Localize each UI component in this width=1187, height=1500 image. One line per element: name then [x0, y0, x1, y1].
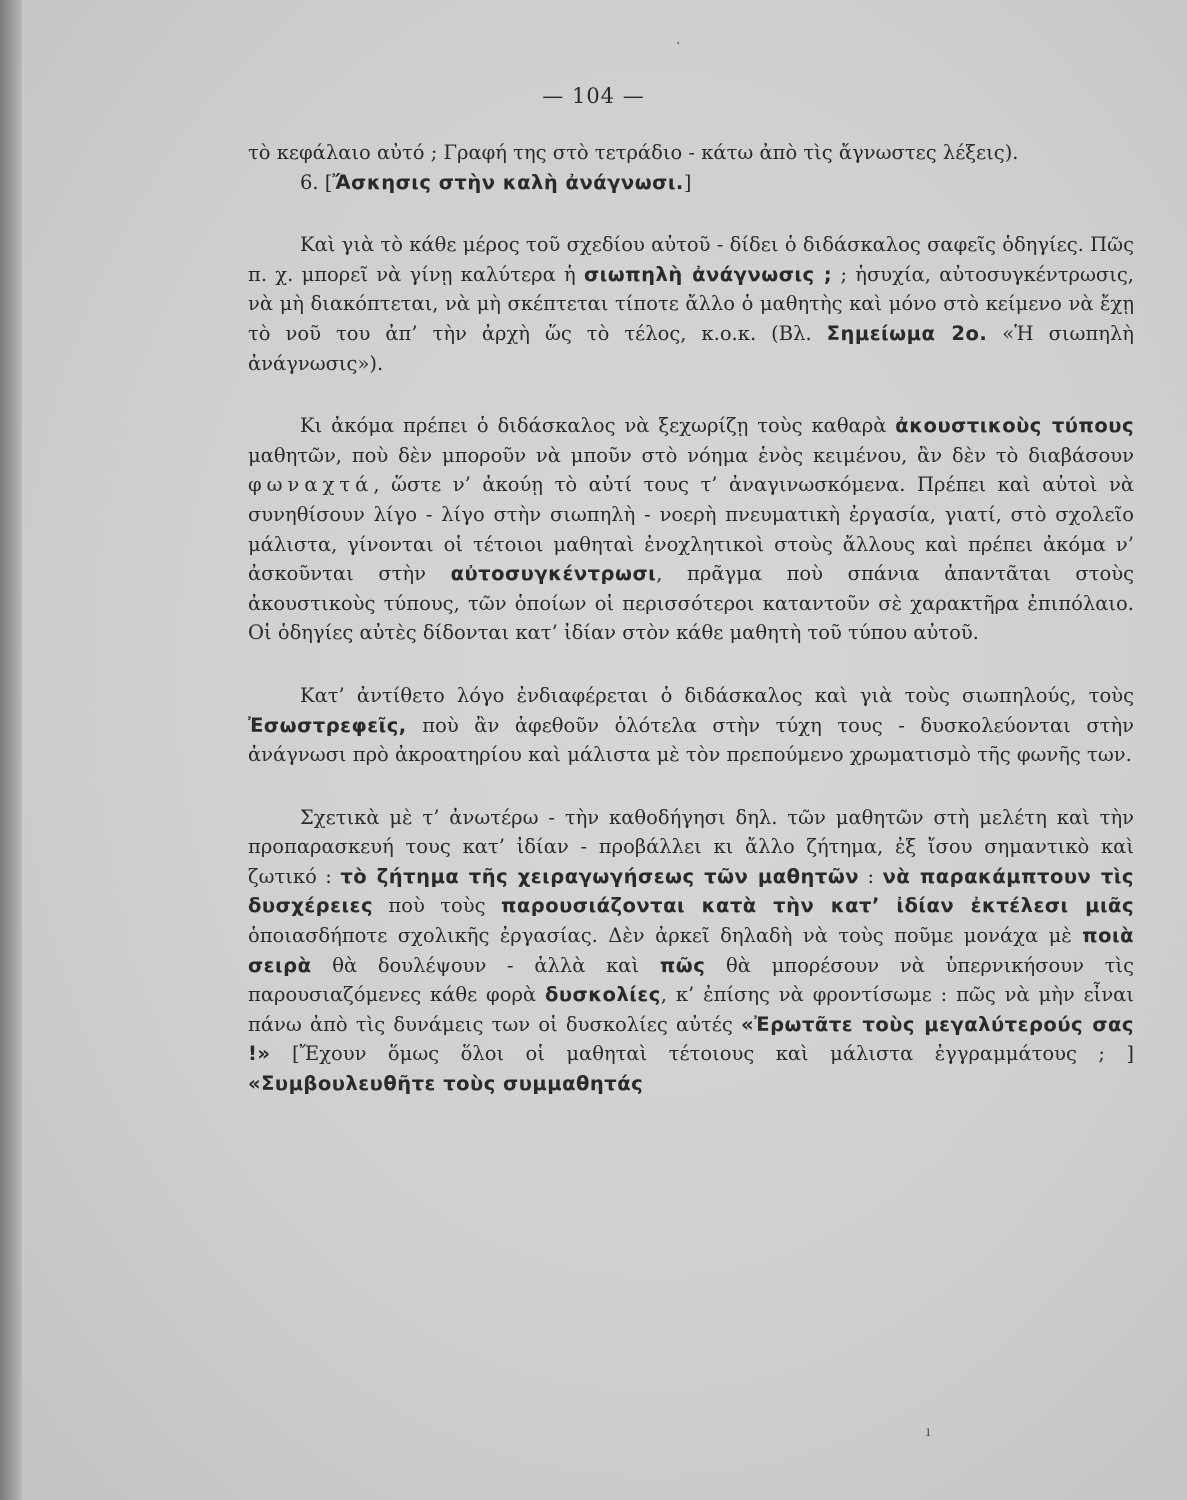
- section-heading: 6. [Ἄσκησις στὴν καλὴ ἀνάγνωσι.]: [300, 170, 692, 194]
- page-edge-shadow: [0, 0, 22, 1500]
- paragraph-2: Καὶ γιὰ τὸ κάθε μέρος τοῦ σχεδίου αὐτοῦ - δίδει ὁ διδάσκαλος σαφεῖς ὁδηγίες. Πῶς π. χ. μπορεῖ νὰ γίνῃ καλύτερα ἡ σιωπηλὴ ἀνάγνωσις ; ; ἡσυχία, αὐτοσυγκέντρωσις, νὰ μὴ διακόπτεται, νὰ μὴ σκέπτεται τίποτε ἄλλο ὁ μαθητὴς καὶ μόνο στὸ κείμενο νὰ ἔχῃ τὸ νοῦ του ἀπ’ τὴν ἀρχὴ ὥς τὸ τέλος, κ.ο.κ. (Βλ. Σημείωμα 2ο. «Ἡ σιωπηλὴ ἀνάγνωσις»).: [248, 233, 1134, 375]
- spaced-word: φωναχτά: [248, 473, 374, 497]
- paragraph-gap: [248, 648, 1134, 681]
- section-title: Ἄσκησις στὴν καλὴ ἀνάγνωσι.: [332, 170, 684, 194]
- scan-speck: ·: [676, 36, 681, 52]
- paragraph-gap: [248, 197, 1134, 230]
- paragraph-5: Σχετικὰ μὲ τ’ ἀνωτέρω - τὴν καθοδήγησι δηλ. τῶν μαθητῶν στὴ μελέτη καὶ τὴν προπαρασκευή τους κατ’ ἰδίαν - προβάλλει κι ἄλλο ζήτημα, ἐξ ἴσου σημαντικὸ καὶ ζωτικό : τὸ ζήτημα τῆς χειραγωγήσεως τῶν μαθητῶν : νὰ παρακάμπτουν τὶς δυσχέρειες ποὺ τοὺς παρουσιάζονται κατὰ τὴν κατ’ ἰδίαν ἐκτέλεσι μιᾶς ὁποιασδήποτε σχολικῆς ἐργασίας. Δὲν ἀρκεῖ δηλαδὴ νὰ τοὺς ποῦμε μονάχα μὲ ποιὰ σειρὰ θὰ δουλέψουν - ἀλλὰ καὶ πῶς θὰ μπορέσουν νὰ ὑπερνικήσουν τὶς παρουσιαζόμενες κάθε φορὰ δυσκολίες, κ’ ἐπίσης νὰ φροντίσωμε : πῶς νὰ μὴν εἶναι πάνω ἀπὸ τὶς δυνάμεις των οἱ δυσκολίες αὐτές «Ἐρωτᾶτε τοὺς μεγαλύτερούς σας !» [Ἔχουν ὅμως ὅλοι οἱ μαθηταὶ τέτοιους καὶ μάλιστα ἐγγραμμάτους ; ] «Συμβουλευθῆτε τοὺς συμμαθητάς: [248, 805, 1135, 1096]
- paragraph-gap: [248, 378, 1134, 411]
- scan-speck: ı: [926, 1424, 931, 1440]
- paragraph-1: τὸ κεφάλαιο αὐτό ; Γραφή της στὸ τετράδιο - κάτω ἀπὸ τὶς ἄγνωστες λέξεις).: [248, 141, 1019, 164]
- page-body: [248, 138, 1134, 1099]
- paragraph-4: Κατ’ ἀντίθετο λόγο ἐνδιαφέρεται ὁ διδάσκαλος καὶ γιὰ τοὺς σιωπηλούς, τοὺς Ἐσωστρεφεῖς, ποὺ ἂν ἀφεθοῦν ὁλότελα στὴν τύχη τους - δυσκολεύονται στὴν ἀνάγνωσι πρὸ ἀκροατηρίου καὶ μάλιστα μὲ τὸν πρεπούμενο χρωματισμὸ τῆς φωνῆς των.: [248, 683, 1134, 767]
- paragraph-gap: [248, 770, 1134, 803]
- page-number: — 104 —: [542, 84, 645, 108]
- paragraph-3: Κι ἀκόμα πρέπει ὁ διδάσκαλος νὰ ξεχωρίζῃ τοὺς καθαρὰ ἀκουστικοὺς τύπους μαθητῶν, ποὺ δὲν μποροῦν νὰ μποῦν στὸ νόημα ἑνὸς κειμένου, ἂν δὲν τὸ διαβάσουν φωναχτά, ὥστε ν’ ἀκούῃ τὸ αὐτί τους τ’ ἀναγινωσκόμενα. Πρέπει καὶ αὐτοὶ νὰ συνηθίσουν λίγο - λίγο στὴν σιωπηλὴ - νοερὴ πνευματικὴ ἐργασία, γιατί, στὸ σχολεῖο μάλιστα, γίνονται οἱ τέτοιοι μαθηταὶ ἐνοχλητικοὶ στοὺς ἄλλους καὶ πρέπει ἀκόμα ν’ ἀσκοῦνται στὴν αὐτοσυγκέντρωσι, πρᾶγμα ποὺ σπάνια ἀπαντᾶται στοὺς ἀκουστικοὺς τύπους, τῶν ὁποίων οἱ περισσότεροι καταντοῦν σὲ χαρακτῆρα ἐπιπόλαιο. Οἱ ὁδηγίες αὐτὲς δίδονται κατ’ ἰδίαν στὸν κάθε μαθητὴ τοῦ τύπου αὐτοῦ.: [248, 414, 1135, 645]
